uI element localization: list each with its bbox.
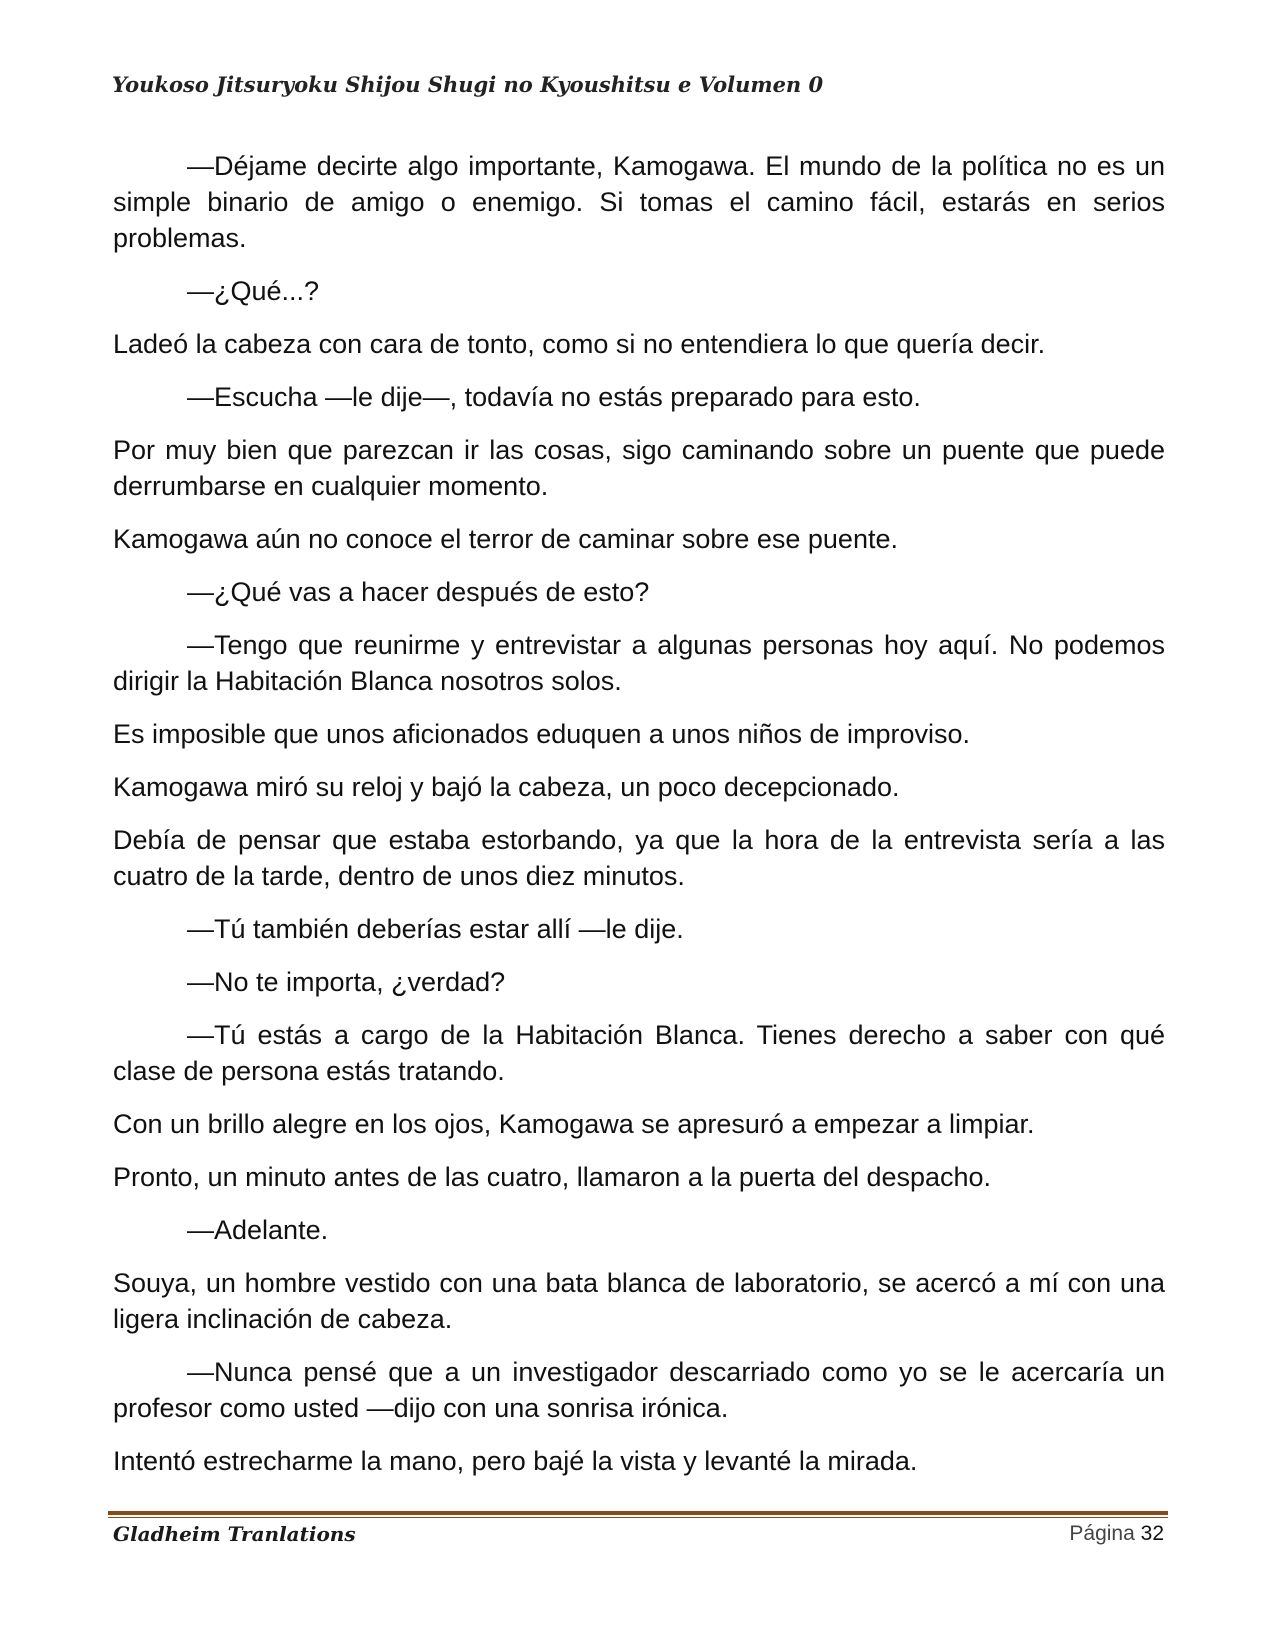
footer-rule-thick bbox=[108, 1511, 1168, 1515]
running-header: Youkoso Jitsuryoku Shijou Shugi no Kyoushitsu e Volumen 0 bbox=[112, 72, 824, 97]
paragraph: —¿Qué vas a hacer después de esto? bbox=[187, 577, 650, 607]
paragraph: Por muy bien que parezcan ir las cosas, sigo caminando sobre un puente que puede derrumbarse en cualquier momento. bbox=[113, 435, 1165, 501]
paragraph: Intentó estrecharme la mano, pero bajé la vista y levanté la mirada. bbox=[113, 1446, 918, 1476]
paragraph: —Déjame decirte algo importante, Kamogawa. El mundo de la política no es un simple binario de amigo o enemigo. Si tomas el camino fácil, estarás en serios problemas. bbox=[113, 151, 1165, 253]
paragraph: —Tú estás a cargo de la Habitación Blanca. Tienes derecho a saber con qué clase de persona estás tratando. bbox=[113, 1020, 1165, 1086]
footer-credit: Gladheim Tranlations bbox=[113, 1522, 356, 1546]
paragraph: Souya, un hombre vestido con una bata blanca de laboratorio, se acercó a mí con una ligera inclinación de cabeza. bbox=[113, 1268, 1165, 1334]
paragraph: —Adelante. bbox=[187, 1215, 329, 1245]
footer-rule bbox=[108, 1511, 1168, 1518]
paragraph: Kamogawa miró su reloj y bajó la cabeza, un poco decepcionado. bbox=[113, 772, 900, 802]
paragraph: —Escucha —le dije—, todavía no estás preparado para esto. bbox=[187, 382, 921, 412]
footer-rule-thin bbox=[108, 1517, 1168, 1518]
paragraph: —¿Qué...? bbox=[187, 276, 320, 306]
paragraph: Ladeó la cabeza con cara de tonto, como si no entendiera lo que quería decir. bbox=[113, 329, 1046, 359]
page-label: Página bbox=[1069, 1522, 1135, 1545]
paragraph: —Tengo que reunirme y entrevistar a algunas personas hoy aquí. No podemos dirigir la Habitación Blanca nosotros solos. bbox=[113, 630, 1165, 696]
paragraph: Debía de pensar que estaba estorbando, ya que la hora de la entrevista sería a las cuatro de la tarde, dentro de unos diez minutos. bbox=[113, 825, 1165, 891]
body-text bbox=[113, 148, 1165, 1496]
paragraph: Es imposible que unos aficionados eduquen a unos niños de improviso. bbox=[113, 719, 971, 749]
paragraph: Con un brillo alegre en los ojos, Kamogawa se apresuró a empezar a limpiar. bbox=[113, 1109, 1035, 1139]
paragraph: Pronto, un minuto antes de las cuatro, llamaron a la puerta del despacho. bbox=[113, 1162, 992, 1192]
paragraph: Kamogawa aún no conoce el terror de caminar sobre ese puente. bbox=[113, 524, 898, 554]
paragraph: —Tú también deberías estar allí —le dije. bbox=[187, 914, 684, 944]
paragraph: —No te importa, ¿verdad? bbox=[187, 967, 506, 997]
page-number-label bbox=[1069, 1522, 1164, 1546]
page-number: 32 bbox=[1140, 1522, 1164, 1545]
paragraph: —Nunca pensé que a un investigador descarriado como yo se le acercaría un profesor como usted —dijo con una sonrisa irónica. bbox=[113, 1357, 1165, 1423]
